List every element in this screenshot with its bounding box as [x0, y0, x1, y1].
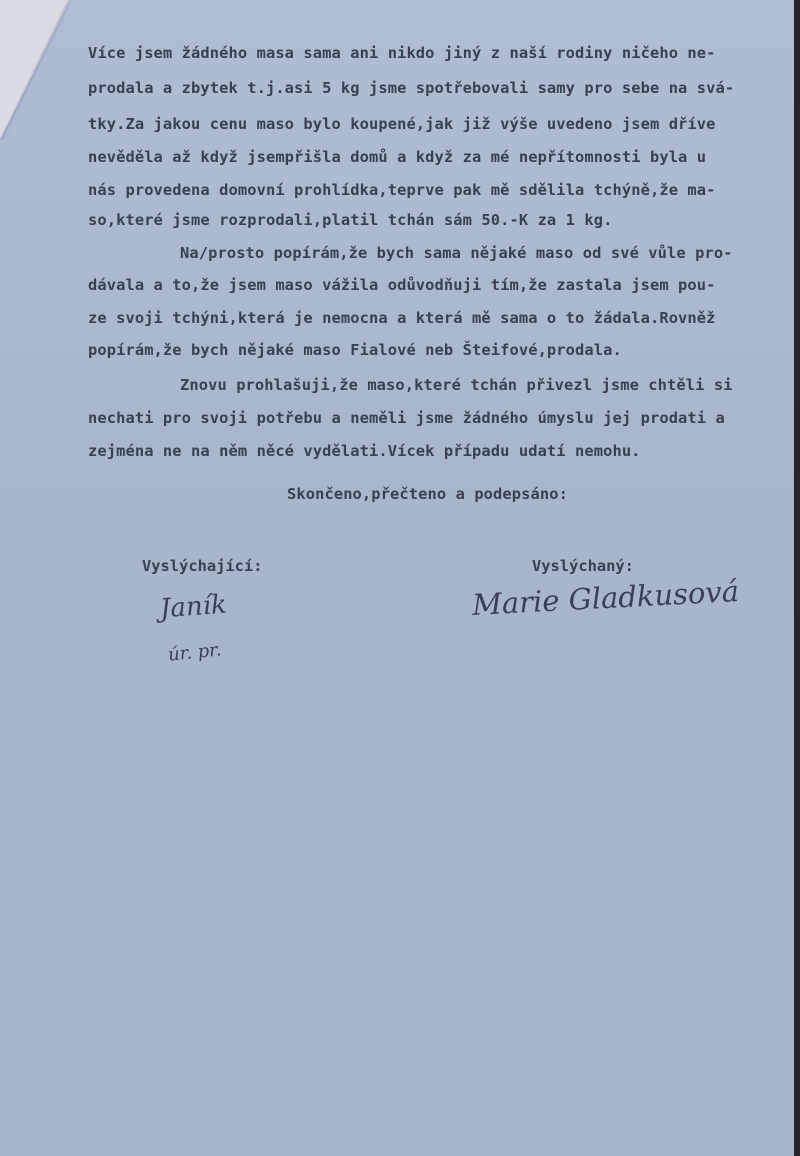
interrogator-label: Vyslýchající:: [142, 557, 263, 575]
scan-edge: [794, 0, 800, 1156]
text-line-10: popírám,že bych nějaké maso Fialové neb Šteifové,prodala.: [88, 341, 622, 359]
interrogator-signature: Janík: [159, 589, 228, 625]
text-line-2: prodala a zbytek t.j.asi 5 kg jsme spotřebovali samy pro sebe na svá-: [88, 79, 735, 97]
text-line-1: Více jsem žádného masa sama ani nikdo jiný z naší rodiny ničeho ne-: [88, 44, 716, 62]
text-line-5: nás provedena domovní prohlídka,teprve pak mě sdělila tchýně,že ma-: [88, 181, 716, 199]
text-line-6: so,které jsme rozprodali,platil tchán sám 50.-K za 1 kg.: [88, 211, 613, 229]
text-line-11: Znovu prohlašuji,že maso,které tchán přivezl jsme chtěli si: [180, 376, 733, 394]
interrogated-label: Vyslýchaný:: [532, 557, 634, 575]
text-line-3: tky.Za jakou cenu maso bylo koupené,jak již výše uvedeno jsem dříve: [88, 115, 716, 133]
text-line-12: nechati pro svoji potřebu a neměli jsme žádného úmyslu jej prodati a: [88, 409, 725, 427]
interrogator-rank: úr. pr.: [167, 639, 223, 666]
text-line-4: nevěděla až když jsempřišla domů a když za mé nepřítomnosti byla u: [88, 148, 707, 166]
closing-statement: Skončeno,přečteno a podepsáno:: [287, 485, 568, 503]
text-line-13: zejména ne na něm něcé vydělati.Vícek případu udatí nemohu.: [88, 442, 641, 460]
text-line-9: ze svoji tchýni,která je nemocna a která mě sama o to žádala.Rovněž: [88, 309, 716, 327]
folded-corner-shadow: [0, 0, 70, 140]
interrogated-signature: Marie Gladkusová: [471, 574, 740, 622]
text-line-7: Na/prosto popírám,že bych sama nějaké maso od své vůle pro-: [180, 244, 733, 262]
text-line-8: dávala a to,že jsem maso vážila odůvodňuji tím,že zastala jsem pou-: [88, 276, 716, 294]
